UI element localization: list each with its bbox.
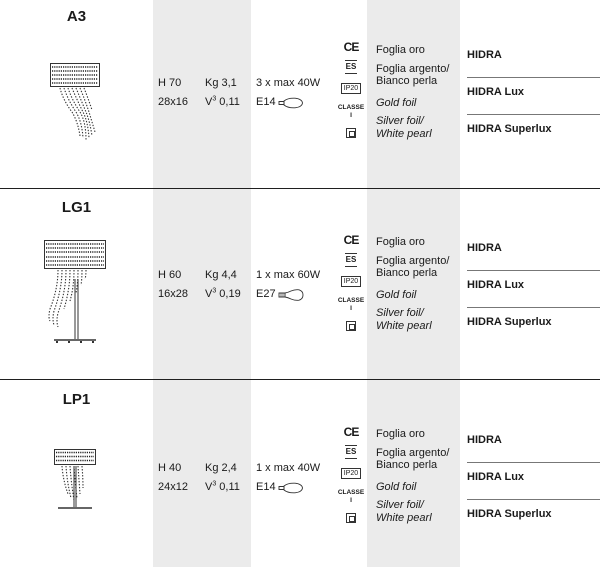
ce-mark: CE <box>343 425 359 439</box>
es-mark: ES <box>345 445 358 459</box>
weight-value: Kg 2,4 <box>205 462 237 474</box>
versions-list <box>467 41 600 152</box>
ce-mark: CE <box>343 233 359 247</box>
lamp-count: 1 x max 40W <box>256 462 321 474</box>
versions-list <box>467 426 600 537</box>
height-value: H 60 <box>158 269 182 281</box>
version-item: HIDRA Lux <box>467 463 600 500</box>
weight-value: Kg 3,1 <box>205 77 237 89</box>
version-item: HIDRA Superlux <box>467 123 552 135</box>
class-rating: CLASSE I <box>337 489 365 504</box>
class-rating: CLASSE I <box>337 297 365 312</box>
product-row-a3 <box>0 0 600 189</box>
lamp-count: 3 x max 40W <box>256 77 321 89</box>
finishes-list <box>376 236 449 332</box>
finish-en: Gold foil <box>376 480 417 493</box>
class-ii-icon <box>346 128 356 138</box>
finish-en: Silver foil/ <box>376 115 424 127</box>
version-item: HIDRA Superlux <box>467 508 552 520</box>
socket-type: E14 <box>256 481 276 493</box>
wall-lamp-a3-drawing-icon <box>50 60 100 142</box>
product-code: LG1 <box>61 199 92 216</box>
finish-it: Bianco perla <box>376 75 438 87</box>
height-value: H 40 <box>158 462 182 474</box>
class-ii-icon <box>346 321 356 331</box>
version-item: HIDRA <box>467 426 600 463</box>
socket-row <box>256 93 320 112</box>
es-mark: ES <box>345 253 358 267</box>
finishes-list <box>376 44 449 140</box>
class-ii-icon <box>346 513 356 523</box>
finish-en: Gold foil <box>376 288 417 301</box>
finish-it: Foglia argento/ <box>376 254 450 267</box>
finish-en: Silver foil/ <box>376 499 424 511</box>
ce-mark: CE <box>343 40 359 54</box>
height-value: H 70 <box>158 77 182 89</box>
finish-en: Gold foil <box>376 96 417 109</box>
finish-it: Bianco perla <box>376 459 438 471</box>
finish-it: Foglia argento/ <box>376 62 450 75</box>
finish-it: Foglia oro <box>376 428 425 440</box>
product-row-lp1 <box>0 380 600 567</box>
version-item: HIDRA Lux <box>467 78 600 115</box>
finish-en: White pearl <box>376 319 432 332</box>
product-code: LP1 <box>62 391 91 408</box>
candle-bulb-icon <box>278 97 304 109</box>
product-code: A3 <box>66 8 87 25</box>
version-item: HIDRA <box>467 234 600 271</box>
size-value: 28x16 <box>158 96 188 108</box>
ip-rating: IP20 <box>341 83 361 94</box>
weight-value: Kg 4,4 <box>205 269 237 281</box>
finish-en: White pearl <box>376 511 432 524</box>
size-value: 24x12 <box>158 481 188 493</box>
candle-bulb-icon <box>278 482 304 494</box>
version-item: HIDRA Lux <box>467 271 600 308</box>
ip-rating: IP20 <box>341 276 361 287</box>
volume-value: $V^3$ 0,11 <box>205 480 240 493</box>
finishes-list <box>376 428 449 524</box>
class-rating: CLASSE I <box>337 104 365 119</box>
lamp-count: 1 x max 60W <box>256 269 321 281</box>
finish-it: Foglia argento/ <box>376 446 450 459</box>
finish-it: Foglia oro <box>376 44 425 56</box>
finish-it: Foglia oro <box>376 236 425 248</box>
socket-type: E14 <box>256 96 276 108</box>
versions-list <box>467 234 600 345</box>
volume-value: $V^3$ 0,11 <box>205 95 240 108</box>
finish-en: White pearl <box>376 127 432 140</box>
socket-row <box>256 478 320 497</box>
product-row-lg1 <box>0 189 600 378</box>
table-lamp-lg1-drawing-icon <box>44 239 106 349</box>
finish-it: Bianco perla <box>376 267 438 279</box>
finish-en: Silver foil/ <box>376 307 424 319</box>
size-value: 16x28 <box>158 288 188 300</box>
version-item: HIDRA Superlux <box>467 316 552 328</box>
socket-type: E27 <box>256 288 276 300</box>
table-lamp-lp1-drawing-icon <box>54 448 96 514</box>
es-mark: ES <box>345 60 358 74</box>
globe-bulb-icon <box>278 289 304 301</box>
volume-value: $V^3$ 0,19 <box>205 287 241 300</box>
socket-row <box>256 285 320 304</box>
version-item: HIDRA <box>467 41 600 78</box>
ip-rating: IP20 <box>341 468 361 479</box>
